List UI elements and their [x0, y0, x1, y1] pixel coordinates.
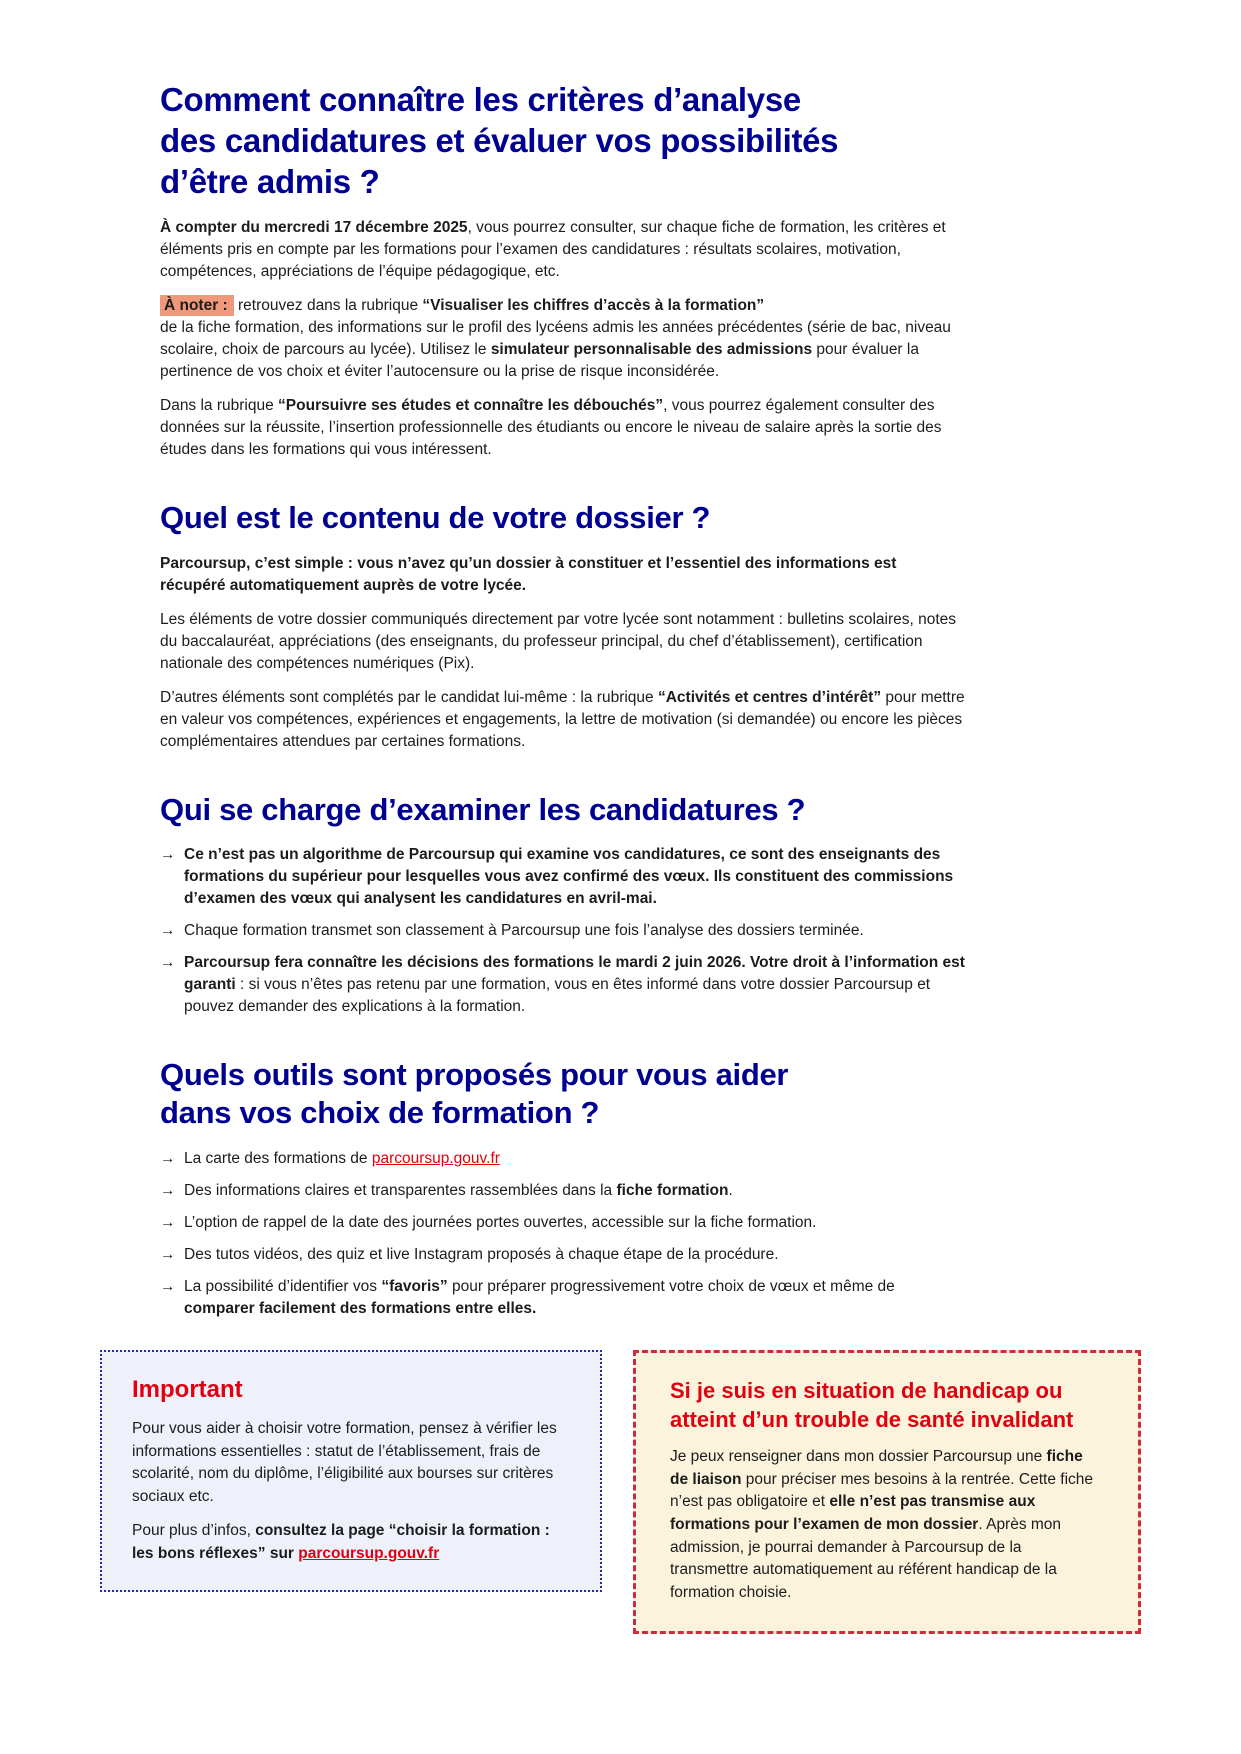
list-item-text: Des tutos vidéos, des quiz et live Instagram proposés à chaque étape de la procédure. [184, 1245, 779, 1263]
handicap-box-title: Si je suis en situation de handicap ou atteint d’un trouble de santé invalidant [670, 1377, 1074, 1432]
important-box-title: Important [132, 1375, 243, 1403]
arrow-bullet-icon: → [160, 1181, 176, 1199]
section-heading-outils: Quels outils sont proposés pour vous aider dans vos choix de formation ? [160, 1057, 789, 1131]
important-box-paragraph: Pour plus d’infos, consultez la page “choisir la formation : les bons réflexes” sur parcoursup.gouv.fr [132, 1522, 550, 1563]
arrow-bullet-icon: → [160, 1277, 176, 1295]
section-heading-contenu-dossier: Quel est le contenu de votre dossier ? [160, 499, 711, 535]
page-title: Comment connaître les critères d’analyse des candidatures et évaluer vos possibilités d’être admis ? [160, 81, 839, 200]
handicap-box [633, 1350, 1141, 1634]
arrow-bullet-icon: → [160, 846, 176, 864]
important-box-paragraph: Pour vous aider à choisir votre formation, pensez à vérifier les informations essentielles : statut de l’établissement, frais de scolarité, nom du diplôme, l’éligibilité aux bourses sur critères sociaux etc. [132, 1419, 557, 1505]
list-item [160, 1244, 965, 1266]
parcoursup-link[interactable]: parcoursup.gouv.fr [371, 1149, 500, 1167]
list-item-text: Ce n’est pas un algorithme de Parcoursup qui examine vos candidatures, ce sont des enseignants des formations du supérieur pour lesquelles vous avez confirmé des vœux. Ils constituent des commissions d’examen des vœux qui analysent les candidatures en avril-mai. [184, 846, 954, 908]
note-paragraph: À noter : retrouvez dans la rubrique “Visualiser les chiffres d’accès à la formation” de la fiche formation, des informations sur le profil des lycéens admis les années précédentes (série de bac, niveau scolaire, choix de parcours au lycée). Utilisez le simulateur personnalisable des admissions pour évaluer la pertinence de vos choix et éviter l’autocensure ou la prise de risque inconsidérée. [160, 296, 951, 380]
list-item-text: Chaque formation transmet son classement à Parcoursup une fois l’analyse des dossiers terminée. [184, 922, 864, 940]
important-box [100, 1350, 602, 1592]
arrow-bullet-icon: → [160, 1245, 176, 1263]
dossier-elements-paragraph: Les éléments de votre dossier communiqués directement par votre lycée sont notamment : bulletins scolaires, notes du baccalauréat, appréciations (des enseignants, du professeur principal, du chef d’établissement), certification nationale des compétences numériques (Pix). [160, 610, 957, 672]
arrow-bullet-icon: → [160, 1213, 176, 1231]
list-item [160, 1180, 965, 1202]
handicap-box-paragraph: Je peux renseigner dans mon dossier Parcoursup une fiche de liaison pour préciser mes besoins à la rentrée. Cette fiche n’est pas obligatoire et elle n’est pas transmise aux formations pour l’examen de mon dossier. Après mon admission, je pourrai demander à Parcoursup de la transmettre automatiquement au référent handicap de la formation choisie. [670, 1448, 1094, 1601]
arrow-bullet-icon: → [160, 922, 176, 940]
arrow-bullet-icon: → [160, 1149, 176, 1167]
arrow-bullet-icon: → [160, 954, 176, 972]
list-item-text: La carte des formations de parcoursup.gouv.fr [184, 1149, 500, 1167]
list-item [160, 920, 965, 942]
examen-bullet-list [160, 844, 965, 1018]
list-item [160, 1212, 965, 1234]
rubrique-debouches-paragraph: Dans la rubrique “Poursuivre ses études et connaître les débouchés”, vous pourrez également consulter des données sur la réussite, l’insertion professionnelle des étudiants ou encore le niveau de salaire après la sortie des études dans les formations qui vous intéressent. [160, 396, 942, 458]
list-item-text: L’option de rappel de la date des journées portes ouvertes, accessible sur la fiche formation. [184, 1213, 817, 1231]
list-item [160, 952, 965, 1018]
parcoursup-link[interactable]: parcoursup.gouv.fr [298, 1545, 440, 1563]
main-content-column [160, 80, 965, 1320]
list-item-text: Parcoursup fera connaître les décisions des formations le mardi 2 juin 2026. Votre droit à l’information est garanti : si vous n’êtes pas retenu par une formation, vous en êtes informé dans votre dossier Parcoursup et pouvez demander des explications à la formation. [184, 954, 965, 1016]
list-item [160, 1148, 965, 1170]
list-item [160, 1276, 965, 1320]
list-item-text: La possibilité d’identifier vos “favoris” pour préparer progressivement votre choix de vœux et même de comparer facilement des formations entre elles. [184, 1277, 895, 1317]
intro-paragraph: À compter du mercredi 17 décembre 2025, vous pourrez consulter, sur chaque fiche de formation, les critères et éléments pris en compte par les formations pour l’examen des candidatures : résultats scolaires, motivation, compétences, appréciations de l’équipe pédagogique, etc. [160, 218, 946, 280]
list-item-text: Des informations claires et transparentes rassemblées dans la fiche formation. [184, 1181, 733, 1199]
list-item [160, 844, 965, 910]
info-boxes-row [100, 1350, 1241, 1634]
dossier-autres-elements-paragraph: D’autres éléments sont complétés par le candidat lui-même : la rubrique “Activités et centres d’intérêt” pour mettre en valeur vos compétences, expériences et engagements, la lettre de motivation (si demandée) ou encore les pièces complémentaires attendues par certaines formations. [160, 688, 965, 750]
section-heading-examen-candidatures: Qui se charge d’examiner les candidatures ? [160, 791, 806, 827]
dossier-lead-paragraph: Parcoursup, c’est simple : vous n’avez qu’un dossier à constituer et l’essentiel des informations est récupéré automatiquement auprès de votre lycée. [160, 554, 897, 594]
outils-bullet-list [160, 1148, 965, 1320]
